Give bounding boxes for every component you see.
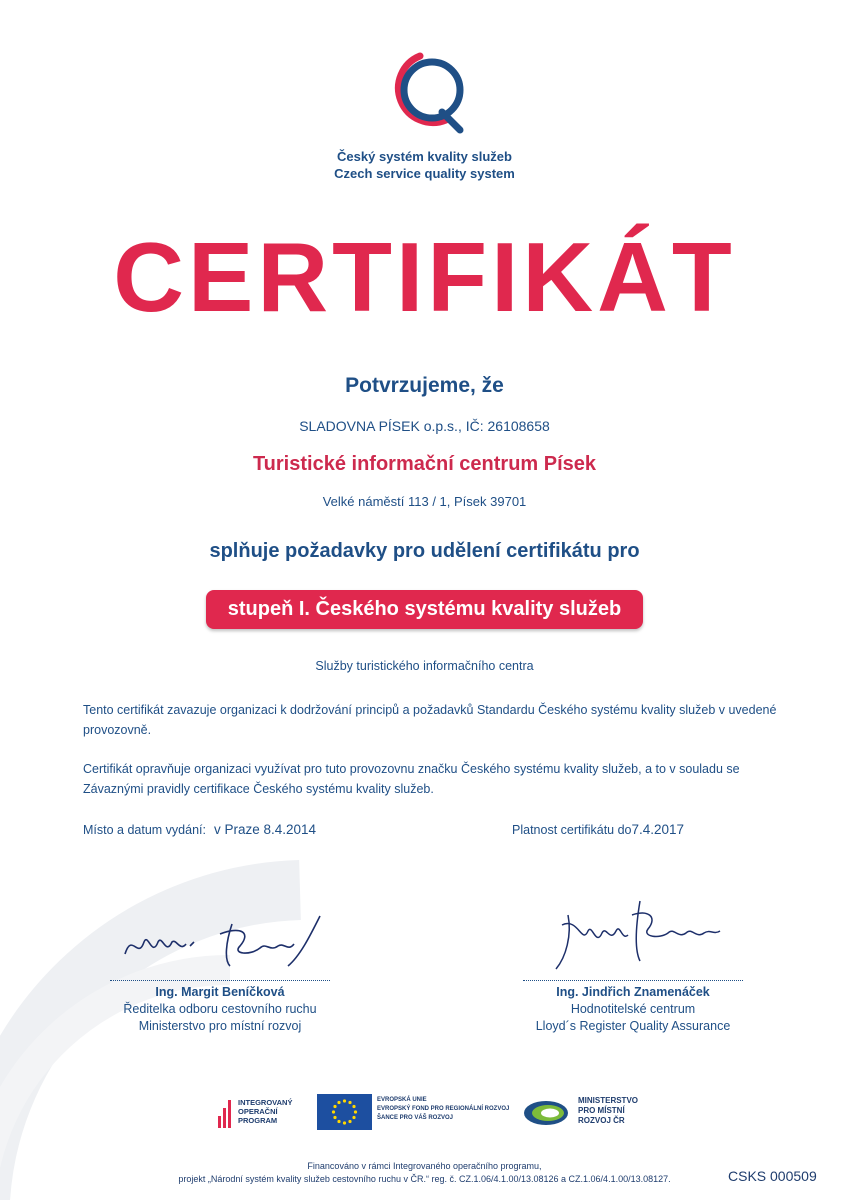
signature-line-right bbox=[523, 980, 743, 981]
eu-line-2: EVROPSKÝ FOND PRO REGIONÁLNÍ ROZVOJ bbox=[377, 1106, 510, 1112]
validity-value: 7.4.2017 bbox=[631, 822, 685, 837]
company-line: SLADOVNA PÍSEK o.p.s., IČ: 26108658 bbox=[299, 418, 550, 434]
financing-note bbox=[0, 1160, 849, 1186]
signature-right-image bbox=[548, 895, 728, 975]
signatory-right bbox=[503, 980, 763, 1035]
csks-logo-icon bbox=[380, 42, 470, 142]
financing-line-2: projekt „Národní systém kvality služeb cestovního ruchu v ČR.“ reg. č. CZ.1.06/4.1.00/13.08126 a CZ.1.06/4.1.00/13.08127. bbox=[178, 1174, 671, 1184]
signature-line-left bbox=[110, 980, 330, 981]
address: Velké náměstí 113 / 1, Písek 39701 bbox=[322, 494, 527, 509]
iop-logo bbox=[210, 1094, 310, 1134]
validity-label: Platnost certifikátu do bbox=[512, 823, 632, 837]
org-name-cz: Český systém kvality služeb bbox=[337, 149, 512, 164]
mmr-line-3: ROZVOJ ČR bbox=[578, 1116, 625, 1125]
issue-value: v Praze 8.4.2014 bbox=[213, 822, 317, 837]
eu-logo-text bbox=[377, 1096, 509, 1123]
footer-logos bbox=[210, 1092, 670, 1136]
signatory-right-name: Ing. Jindřich Znamenáček bbox=[556, 985, 710, 999]
iop-line-3: PROGRAM bbox=[238, 1116, 278, 1125]
signatory-left bbox=[90, 980, 350, 1035]
meets-text: splňuje požadavky pro udělení certifikátu pro bbox=[209, 540, 640, 562]
iop-logo-text bbox=[238, 1098, 292, 1125]
confirm-text: Potvrzujeme, že bbox=[345, 374, 504, 397]
paragraph-entitlement: Certifikát opravňuje organizaci využívat pro tuto provozovnu značku Českého systému kvality služeb, a to v souladu se Závaznými pravidly certifikace Českého systému kvality služeb. bbox=[83, 762, 740, 796]
issue-place-date bbox=[83, 822, 316, 837]
signatory-right-org: Lloyd´s Register Quality Assurance bbox=[535, 1019, 731, 1033]
eu-flag-icon bbox=[317, 1094, 372, 1130]
signatory-right-role: Hodnotitelské centrum bbox=[570, 1002, 696, 1016]
iop-bars-icon bbox=[218, 1100, 233, 1128]
iop-line-1: INTEGROVANÝ bbox=[238, 1098, 293, 1107]
mmr-line-1: MINISTERSTVO bbox=[578, 1096, 639, 1105]
validity bbox=[512, 822, 684, 837]
mmr-line-2: PRO MÍSTNÍ bbox=[578, 1106, 625, 1115]
services-text: Služby turistického informačního centra bbox=[315, 659, 534, 673]
centre-name: Turistické informační centrum Písek bbox=[252, 453, 597, 475]
signature-left-image bbox=[120, 912, 340, 972]
paragraph-obligation: Tento certifikát zavazuje organizaci k dodržování principů a požadavků Standardu Českého systému kvality služeb v uvedené provozovně. bbox=[83, 703, 777, 737]
iop-line-2: OPERAČNÍ bbox=[238, 1107, 278, 1116]
signatory-left-org: Ministerstvo pro místní rozvoj bbox=[138, 1019, 302, 1033]
certificate-title: CERTIFIKÁT bbox=[113, 222, 736, 332]
org-name-en: Czech service quality system bbox=[334, 166, 515, 181]
issue-label: Místo a datum vydání: bbox=[83, 823, 206, 837]
financing-line-1: Financováno v rámci Integrovaného operačního programu, bbox=[307, 1161, 542, 1171]
grade-badge: stupeň I. Českého systému kvality služeb bbox=[206, 590, 643, 629]
org-name bbox=[0, 148, 849, 182]
eu-line-3: ŠANCE PRO VÁŠ ROZVOJ bbox=[377, 1115, 454, 1121]
eu-line-1: EVROPSKÁ UNIE bbox=[377, 1097, 427, 1103]
signatory-left-role: Ředitelka odboru cestovního ruchu bbox=[123, 1002, 317, 1016]
certificate-code: CSKS 000509 bbox=[728, 1168, 817, 1184]
mmr-logo-text bbox=[578, 1096, 638, 1126]
signatory-left-name: Ing. Margit Beníčková bbox=[155, 985, 285, 999]
mmr-logo-icon bbox=[522, 1098, 570, 1128]
grade-wrapper bbox=[0, 590, 849, 629]
